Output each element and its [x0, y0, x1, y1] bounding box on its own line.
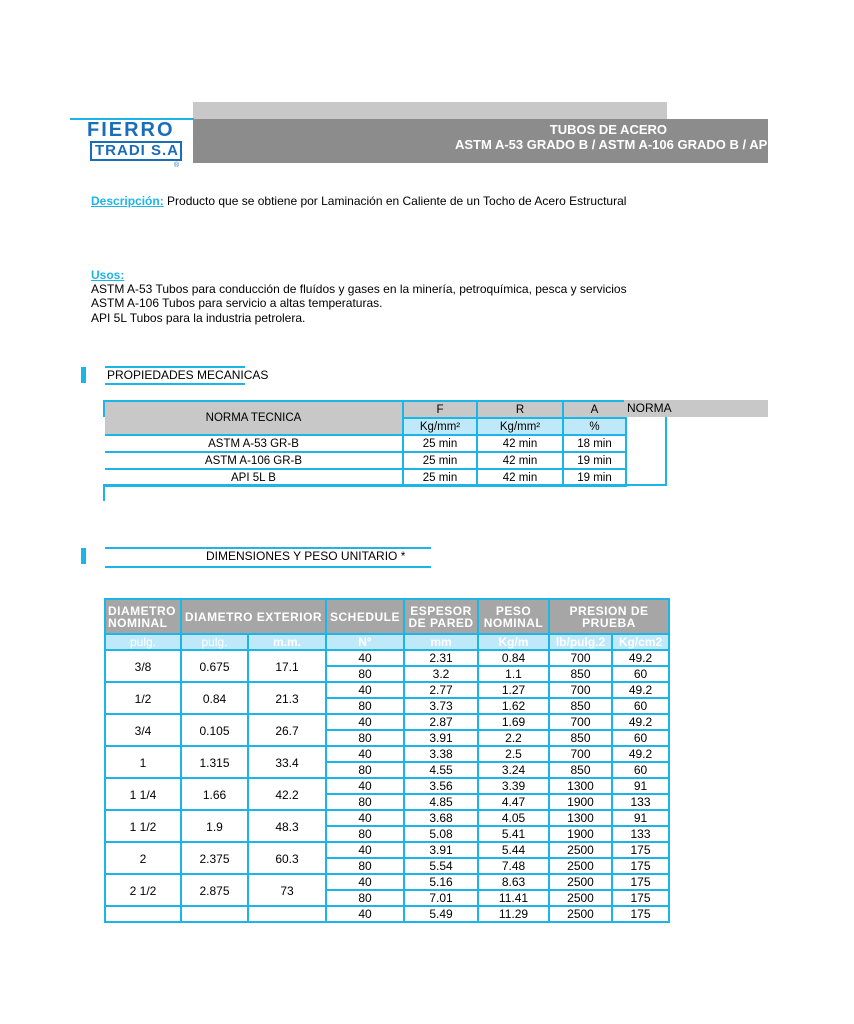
- cell-nominal: 1 1/4: [105, 778, 181, 810]
- page-subtitle: ASTM A-53 GRADO B / ASTM A-106 GRADO B / API 5L GRADO B: [455, 137, 854, 152]
- cell-norma: API 5L B: [105, 469, 403, 486]
- logo-line1: FIERRO: [87, 119, 175, 141]
- cell-schedule: 80: [326, 730, 404, 746]
- table-row: [105, 714, 669, 730]
- table-header-row: [105, 401, 626, 418]
- registered-mark: ®: [174, 162, 180, 169]
- header-norma: NORMA TECNICA: [105, 401, 403, 435]
- usos-label: Usos:: [91, 268, 125, 282]
- cell-peso: 5.41: [478, 826, 549, 842]
- table-row: [105, 746, 669, 762]
- cell-presion-kg: 60: [612, 666, 669, 682]
- cell-peso: 8.63: [478, 874, 549, 890]
- cell-schedule: 40: [326, 714, 404, 730]
- dimensions-units-row: [105, 634, 669, 650]
- cell-ext-pulg: 0.675: [181, 650, 248, 682]
- page-title: TUBOS DE ACERO: [549, 122, 667, 137]
- cell-ext-pulg: [181, 906, 248, 922]
- company-logo: [84, 119, 192, 173]
- cell-ext-mm: [248, 906, 326, 922]
- table-row: [105, 778, 669, 794]
- cell-r: 42 min: [477, 452, 563, 469]
- cell-espesor: 3.68: [404, 810, 478, 826]
- cell-presion-kg: 60: [612, 730, 669, 746]
- cell-nominal: 3/4: [105, 714, 181, 746]
- cell-peso: 2.5: [478, 746, 549, 762]
- cell-presion-lb: 2500: [549, 874, 612, 890]
- cell-presion-kg: 175: [612, 874, 669, 890]
- cell-presion-lb: 850: [549, 666, 612, 682]
- cell-presion-kg: 133: [612, 826, 669, 842]
- header-f: F: [403, 401, 477, 418]
- table-row: [105, 906, 669, 922]
- cell-ext-pulg: 1.9: [181, 810, 248, 842]
- cell-ext-pulg: 2.375: [181, 842, 248, 874]
- cell-presion-kg: 133: [612, 794, 669, 810]
- mechanical-properties-table: [105, 400, 627, 487]
- cell-schedule: 80: [326, 794, 404, 810]
- cell-ext-mm: 48.3: [248, 810, 326, 842]
- cell-ext-mm: 21.3: [248, 682, 326, 714]
- cell-schedule: 80: [326, 858, 404, 874]
- cell-norma: ASTM A-106 GR-B: [105, 452, 403, 469]
- cell-peso: 1.27: [478, 682, 549, 698]
- cell-nominal: 2 1/2: [105, 874, 181, 906]
- unit-peso: Kg/m: [478, 634, 549, 650]
- unit-ext-pulg: pulg.: [181, 634, 248, 650]
- cell-espesor: 5.16: [404, 874, 478, 890]
- cell-schedule: 40: [326, 810, 404, 826]
- header-norma-extra: NORMA: [624, 400, 768, 417]
- usos-line: ASTM A-53 Tubos para conducción de fluídos y gases en la minería, petroquímica, pesca y servicios: [91, 282, 627, 296]
- cell-presion-kg: 49.2: [612, 714, 669, 730]
- cell-espesor: 2.77: [404, 682, 478, 698]
- header-schedule: SCHEDULE: [326, 599, 404, 634]
- cell-schedule: 40: [326, 746, 404, 762]
- section-marker: [81, 548, 86, 564]
- cell-presion-lb: 1900: [549, 794, 612, 810]
- unit-espesor: mm: [404, 634, 478, 650]
- cell-presion-kg: 91: [612, 810, 669, 826]
- cell-nominal: [105, 906, 181, 922]
- cell-r: 42 min: [477, 435, 563, 452]
- cell-r: 42 min: [477, 469, 563, 486]
- cell-peso: 11.41: [478, 890, 549, 906]
- cell-presion-kg: 60: [612, 698, 669, 714]
- header-presion: PRESION DE PRUEBA: [549, 599, 669, 634]
- cell-presion-kg: 175: [612, 858, 669, 874]
- cell-f: 25 min: [403, 452, 477, 469]
- cell-peso: 5.44: [478, 842, 549, 858]
- cell-f: 25 min: [403, 435, 477, 452]
- cell-nominal: 1 1/2: [105, 810, 181, 842]
- header-a: A: [563, 401, 626, 418]
- cell-presion-lb: 1300: [549, 778, 612, 794]
- cell-ext-mm: 42.2: [248, 778, 326, 810]
- cell-presion-lb: 850: [549, 762, 612, 778]
- usos-line: API 5L Tubos para la industria petrolera.: [91, 311, 306, 325]
- cell-peso: 4.47: [478, 794, 549, 810]
- cell-schedule: 40: [326, 842, 404, 858]
- cell-ext-pulg: 1.66: [181, 778, 248, 810]
- cell-presion-lb: 2500: [549, 890, 612, 906]
- dimensions-section-title: DIMENSIONES Y PESO UNITARIO *: [206, 549, 406, 563]
- cell-presion-kg: 49.2: [612, 650, 669, 666]
- cell-peso: 3.39: [478, 778, 549, 794]
- header-diametro-nominal: DIAMETRO NOMINAL: [105, 599, 181, 634]
- cell-presion-lb: 2500: [549, 906, 612, 922]
- table-row: [105, 810, 669, 826]
- cell-espesor: 3.56: [404, 778, 478, 794]
- unit-presion-kg: Kg/cm2: [612, 634, 669, 650]
- cell-presion-lb: 700: [549, 746, 612, 762]
- header-diametro-exterior: DIAMETRO EXTERIOR: [181, 599, 326, 634]
- cell-ext-pulg: 1.315: [181, 746, 248, 778]
- cell-schedule: 40: [326, 778, 404, 794]
- cell-peso: 0.84: [478, 650, 549, 666]
- cell-presion-kg: 175: [612, 842, 669, 858]
- usos-line: ASTM A-106 Tubos para servicio a altas temperaturas.: [91, 296, 383, 310]
- dimensions-header-row: [105, 599, 669, 634]
- section-marker: [81, 367, 86, 383]
- unit-schedule: N°: [326, 634, 404, 650]
- cell-peso: 1.62: [478, 698, 549, 714]
- cell-espesor: 3.91: [404, 842, 478, 858]
- cell-peso: 4.05: [478, 810, 549, 826]
- cell-presion-kg: 49.2: [612, 682, 669, 698]
- description-label: Descripción:: [91, 194, 164, 208]
- table-row: [105, 452, 626, 469]
- cell-schedule: 40: [326, 906, 404, 922]
- cell-presion-lb: 1300: [549, 810, 612, 826]
- cell-nominal: 2: [105, 842, 181, 874]
- table-row: [105, 650, 669, 666]
- cell-nominal: 3/8: [105, 650, 181, 682]
- cell-a: 19 min: [563, 452, 626, 469]
- cell-espesor: 5.49: [404, 906, 478, 922]
- cell-peso: 2.2: [478, 730, 549, 746]
- cell-schedule: 80: [326, 890, 404, 906]
- cell-presion-kg: 60: [612, 762, 669, 778]
- cell-presion-lb: 1900: [549, 826, 612, 842]
- mechanical-section-title: PROPIEDADES MECANICAS: [107, 368, 269, 382]
- dimensions-table: [104, 598, 670, 923]
- cell-a: 19 min: [563, 469, 626, 486]
- cell-peso: 7.48: [478, 858, 549, 874]
- cell-ext-mm: 26.7: [248, 714, 326, 746]
- cell-presion-lb: 2500: [549, 842, 612, 858]
- header-espesor: ESPESOR DE PARED: [404, 599, 478, 634]
- cell-ext-pulg: 2.875: [181, 874, 248, 906]
- cell-peso: 1.69: [478, 714, 549, 730]
- cell-espesor: 3.73: [404, 698, 478, 714]
- cell-schedule: 80: [326, 762, 404, 778]
- cell-espesor: 3.38: [404, 746, 478, 762]
- cell-peso: 1.1: [478, 666, 549, 682]
- cell-ext-mm: 33.4: [248, 746, 326, 778]
- cell-espesor: 5.54: [404, 858, 478, 874]
- cell-peso: 3.24: [478, 762, 549, 778]
- unit-nominal: pulg.: [105, 634, 181, 650]
- cell-presion-lb: 850: [549, 730, 612, 746]
- table-edge: [665, 417, 667, 485]
- cell-presion-lb: 700: [549, 682, 612, 698]
- cell-ext-pulg: 0.105: [181, 714, 248, 746]
- cell-espesor: 4.85: [404, 794, 478, 810]
- cell-ext-pulg: 0.84: [181, 682, 248, 714]
- table-row: [105, 682, 669, 698]
- cell-espesor: 2.87: [404, 714, 478, 730]
- cell-espesor: 2.31: [404, 650, 478, 666]
- cell-schedule: 40: [326, 682, 404, 698]
- description-text: Producto que se obtiene por Laminación en Caliente de un Tocho de Acero Estructural: [163, 194, 627, 208]
- unit-a: %: [563, 418, 626, 435]
- cell-schedule: 80: [326, 666, 404, 682]
- header-r: R: [477, 401, 563, 418]
- cell-presion-kg: 175: [612, 906, 669, 922]
- section-rule: [105, 566, 431, 568]
- cell-f: 25 min: [403, 469, 477, 486]
- cell-schedule: 40: [326, 650, 404, 666]
- cell-peso: 11.29: [478, 906, 549, 922]
- cell-presion-lb: 850: [549, 698, 612, 714]
- unit-r: Kg/mm²: [477, 418, 563, 435]
- section-rule: [105, 383, 245, 385]
- cell-espesor: 7.01: [404, 890, 478, 906]
- cell-presion-kg: 175: [612, 890, 669, 906]
- unit-ext-mm: m.m.: [248, 634, 326, 650]
- cell-nominal: 1: [105, 746, 181, 778]
- table-row: [105, 435, 626, 452]
- unit-f: Kg/mm²: [403, 418, 477, 435]
- cell-schedule: 80: [326, 826, 404, 842]
- cell-nominal: 1/2: [105, 682, 181, 714]
- cell-ext-mm: 73: [248, 874, 326, 906]
- header-peso: PESO NOMINAL: [478, 599, 549, 634]
- cell-norma: ASTM A-53 GR-B: [105, 435, 403, 452]
- cell-a: 18 min: [563, 435, 626, 452]
- cell-ext-mm: 60.3: [248, 842, 326, 874]
- unit-presion-lb: lb/pulg.2: [549, 634, 612, 650]
- cell-presion-kg: 49.2: [612, 746, 669, 762]
- cell-ext-mm: 17.1: [248, 650, 326, 682]
- cell-presion-kg: 91: [612, 778, 669, 794]
- cell-presion-lb: 2500: [549, 858, 612, 874]
- logo-line2: TRADI S.A.: [95, 142, 185, 159]
- cell-espesor: 5.08: [404, 826, 478, 842]
- cell-schedule: 80: [326, 698, 404, 714]
- header-top-bar: [193, 102, 667, 119]
- cell-espesor: 3.91: [404, 730, 478, 746]
- cell-schedule: 40: [326, 874, 404, 890]
- cell-presion-lb: 700: [549, 650, 612, 666]
- cell-presion-lb: 700: [549, 714, 612, 730]
- table-row: [105, 469, 626, 486]
- table-row: [105, 842, 669, 858]
- cell-espesor: 3.2: [404, 666, 478, 682]
- description: [91, 194, 667, 208]
- cell-espesor: 4.55: [404, 762, 478, 778]
- table-row: [105, 874, 669, 890]
